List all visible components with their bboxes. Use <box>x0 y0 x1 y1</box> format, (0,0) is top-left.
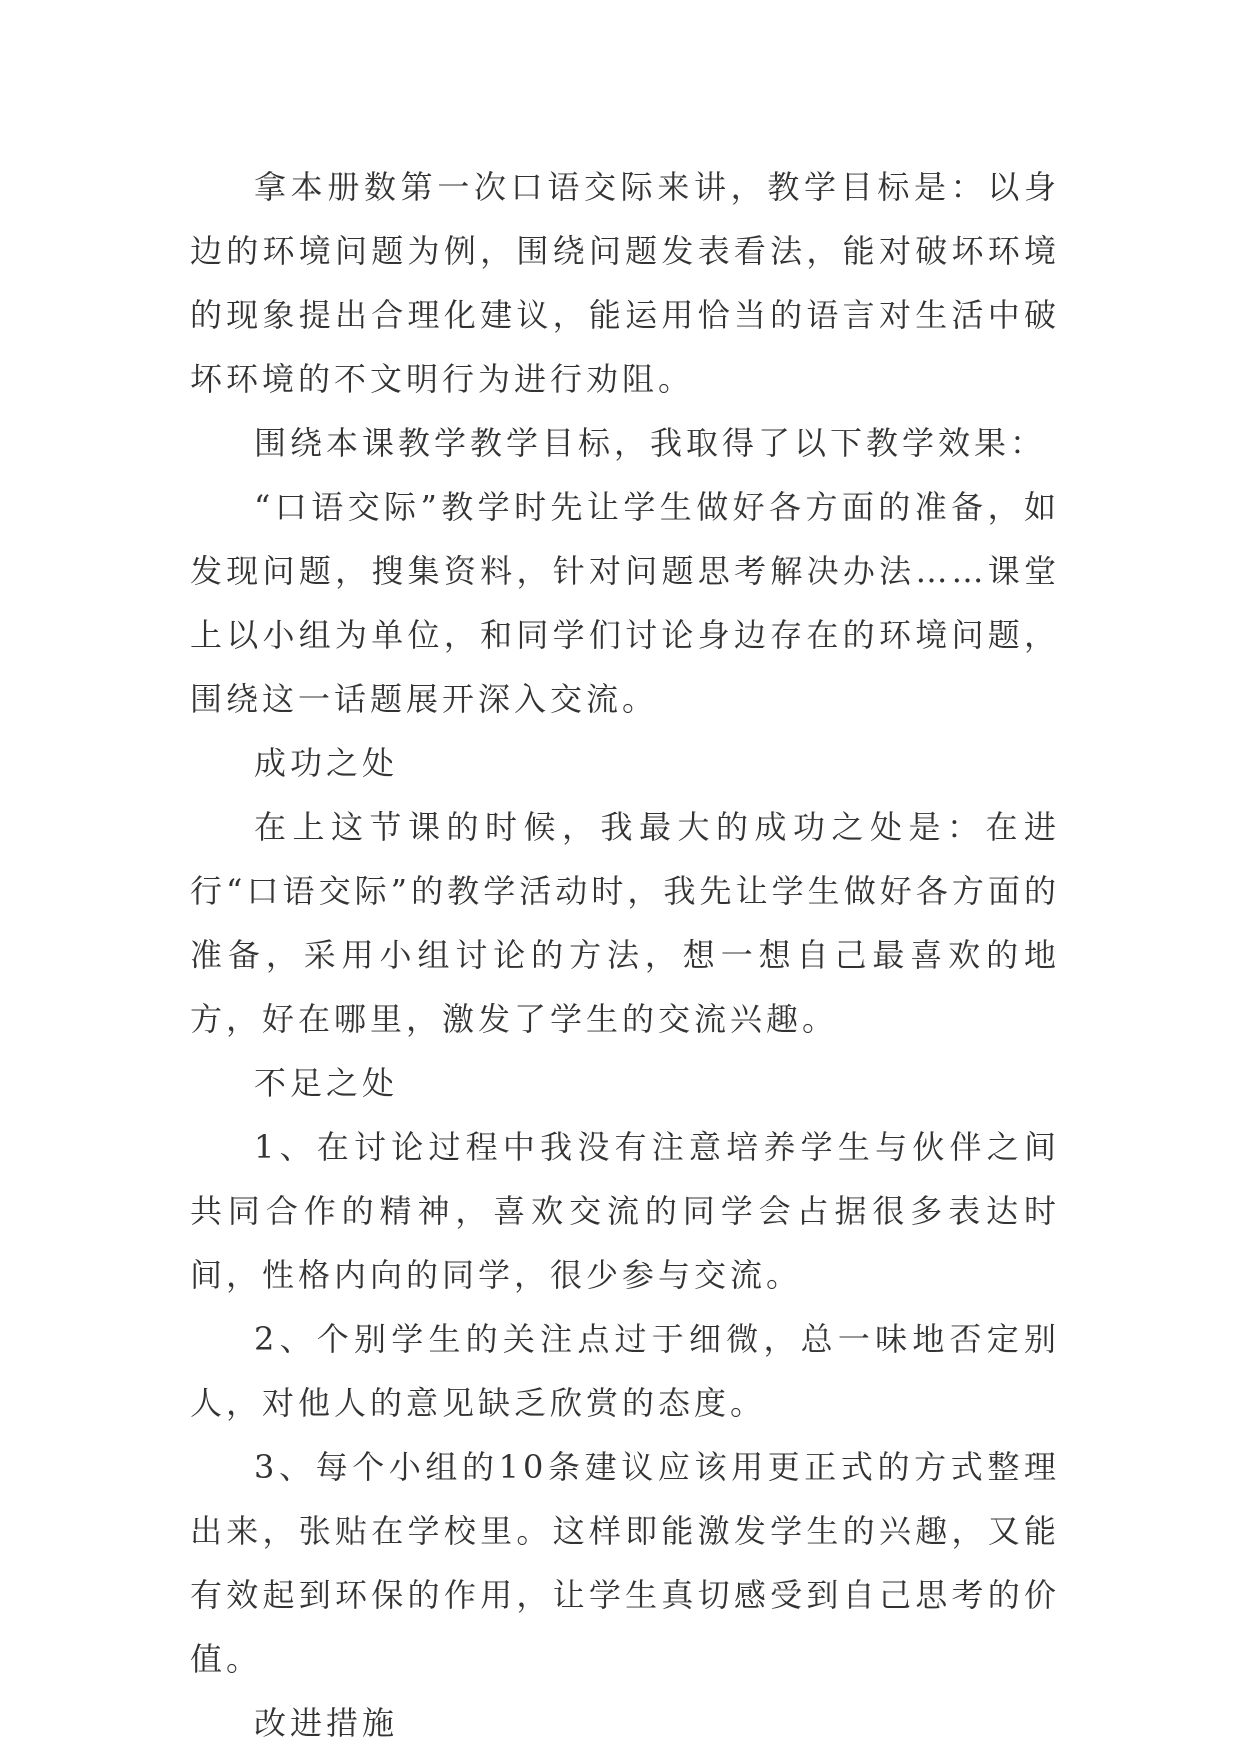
paragraph-shortcoming-3: 3、每个小组的10条建议应该用更正式的方式整理出来，张贴在学校里。这样即能激发学生的兴趣，又能有效起到环保的作用，让学生真切感受到自己思考的价值。 <box>190 1448 1060 1678</box>
paragraph-teaching-goal: 拿本册数第一次口语交际来讲，教学目标是：以身边的环境问题为例，围绕问题发表看法，能对破坏环境的现象提出合理化建议，能运用恰当的语言对生活中破坏环境的不文明行为进行劝阻。 <box>190 168 1060 398</box>
paragraph-shortcoming-2: 2、个别学生的关注点过于细微，总一味地否定别人，对他人的意见缺乏欣赏的态度。 <box>190 1320 1060 1422</box>
section-heading-shortcomings: 不足之处 <box>254 1064 399 1102</box>
paragraph-success: 在上这节课的时候，我最大的成功之处是：在进行“口语交际”的教学活动时，我先让学生做好各方面的准备，采用小组讨论的方法，想一想自己最喜欢的地方，好在哪里，激发了学生的交流兴趣。 <box>190 808 1060 1038</box>
paragraph-shortcoming-1: 1、在讨论过程中我没有注意培养学生与伙伴之间共同合作的精神，喜欢交流的同学会占据很多表达时间，性格内向的同学，很少参与交流。 <box>190 1128 1060 1294</box>
section-heading-improvements: 改进措施 <box>254 1704 399 1742</box>
paragraph-oral-communication: “口语交际”教学时先让学生做好各方面的准备，如发现问题，搜集资料，针对问题思考解决办法……课堂上以小组为单位，和同学们讨论身边存在的环境问题，围绕这一话题展开深入交流。 <box>190 488 1060 718</box>
paragraph-teaching-effect-intro: 围绕本课教学教学目标，我取得了以下教学效果： <box>254 424 1047 462</box>
document-body <box>190 155 1060 1755</box>
section-heading-success: 成功之处 <box>254 744 399 782</box>
